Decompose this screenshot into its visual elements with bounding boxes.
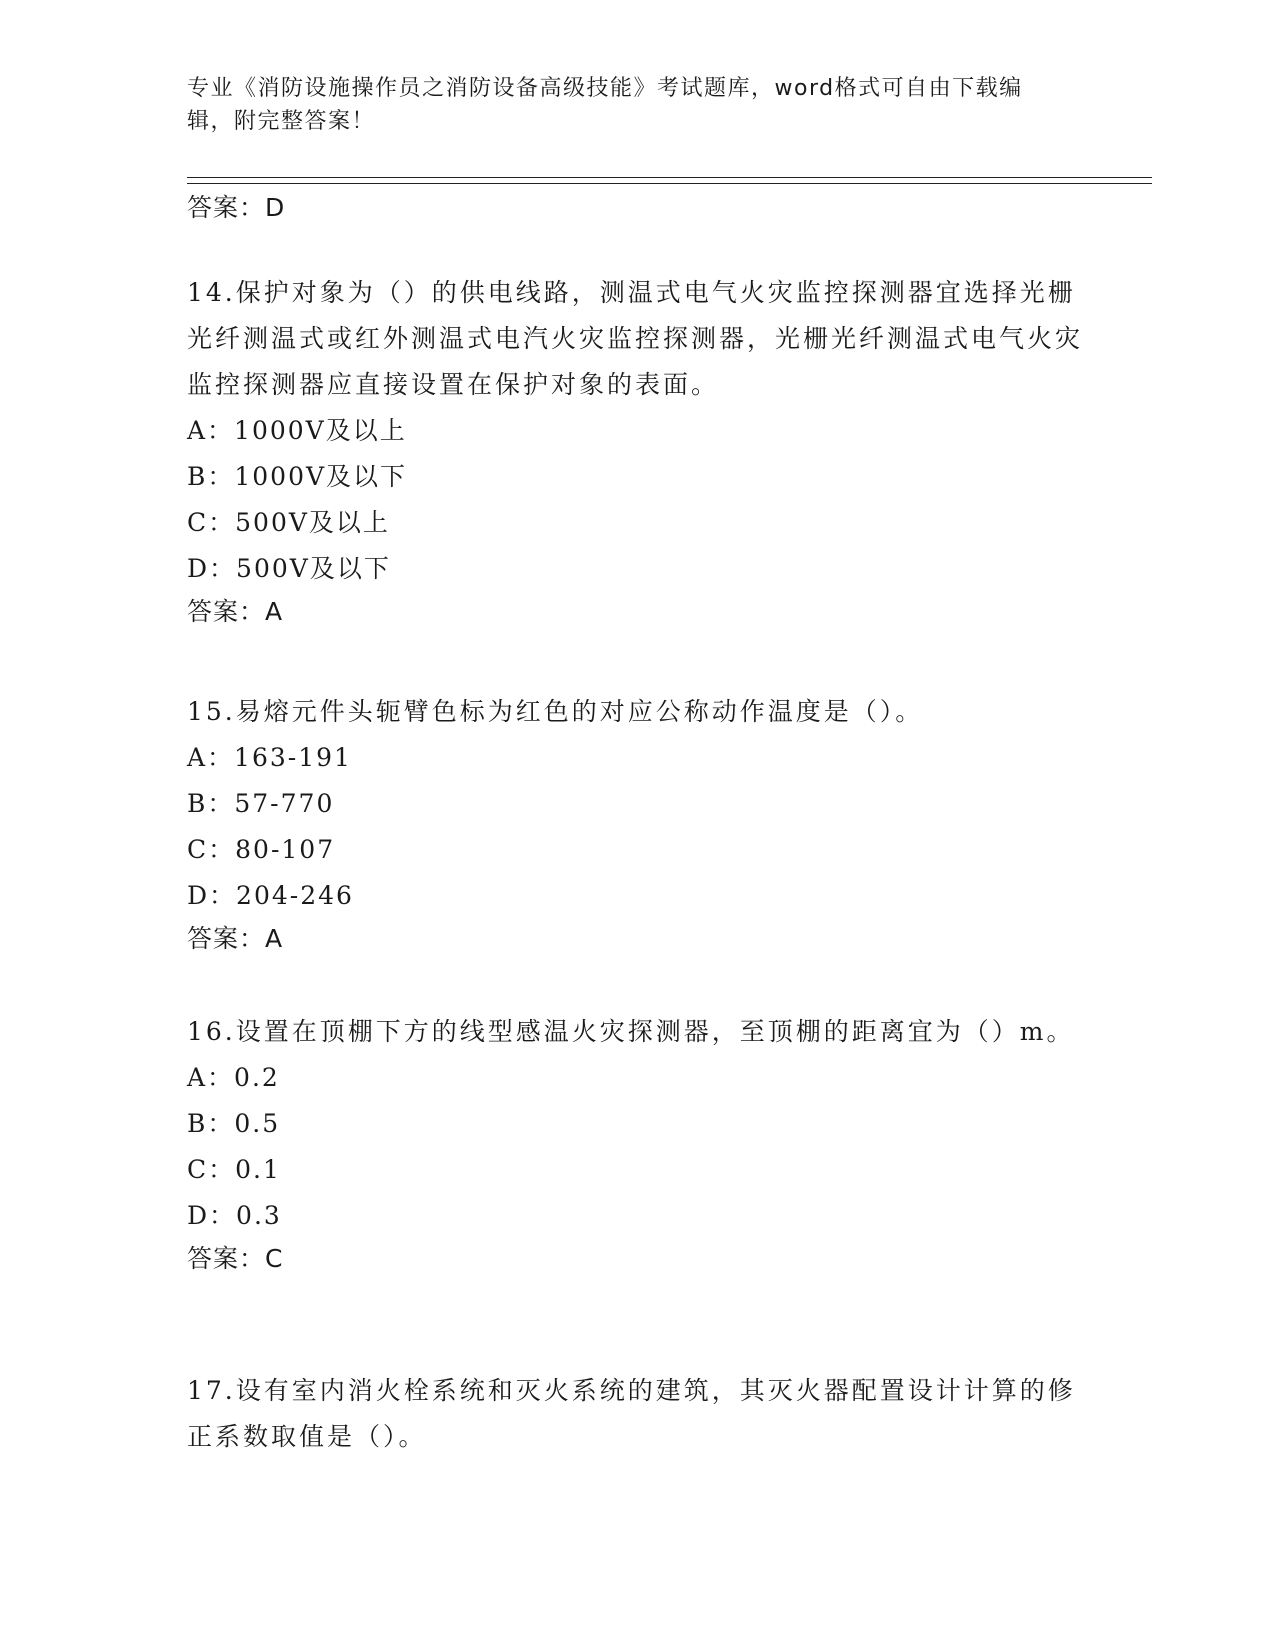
question-14-option-a: A：1000V及以上 (187, 416, 407, 445)
question-14-option-b: B：1000V及以下 (187, 462, 408, 491)
question-16-option-d: D：0.3 (187, 1201, 282, 1230)
document-header: 专业《消防设施操作员之消防设备高级技能》考试题库，word格式可自由下载编辑，附完整答案！ (187, 76, 1023, 134)
question-15 (187, 689, 1087, 959)
question-15-answer: 答案：A (187, 924, 284, 953)
question-15-option-c: C：80-107 (187, 835, 336, 864)
question-15-option-a: A：163-191 (187, 743, 352, 772)
header-divider-bottom (187, 183, 1152, 184)
question-14-answer: 答案：A (187, 597, 284, 626)
question-15-option-b: B：57-770 (187, 789, 335, 818)
question-14 (187, 270, 1087, 632)
question-16-text: 16.设置在顶棚下方的线型感温火灾探测器，至顶棚的距离宜为（）m。 (187, 1017, 1075, 1046)
question-14-option-c: C：500V及以上 (187, 508, 390, 537)
question-17 (187, 1368, 1087, 1460)
header-divider-top (187, 177, 1152, 178)
question-16-option-c: C：0.1 (187, 1155, 281, 1184)
question-17-text: 17.设有室内消火栓系统和灭火系统的建筑，其灭火器配置设计计算的修正系数取值是（）。 (187, 1376, 1076, 1451)
answer-q13: 答案：D (187, 193, 286, 222)
question-16-option-b: B：0.5 (187, 1109, 281, 1138)
question-16-option-a: A：0.2 (187, 1063, 280, 1092)
question-15-text: 15.易熔元件头轭臂色标为红色的对应公称动作温度是（）。 (187, 697, 924, 726)
question-15-option-d: D：204-246 (187, 881, 354, 910)
question-16 (187, 1009, 1087, 1279)
question-14-text: 14.保护对象为（）的供电线路，测温式电气火灾监控探测器宜选择光栅光纤测温式或红外测温式电汽火灾监控探测器，光栅光纤测温式电气火灾监控探测器应直接设置在保护对象的表面。 (187, 278, 1084, 399)
question-14-option-d: D：500V及以下 (187, 554, 391, 583)
question-16-answer: 答案：C (187, 1244, 284, 1273)
